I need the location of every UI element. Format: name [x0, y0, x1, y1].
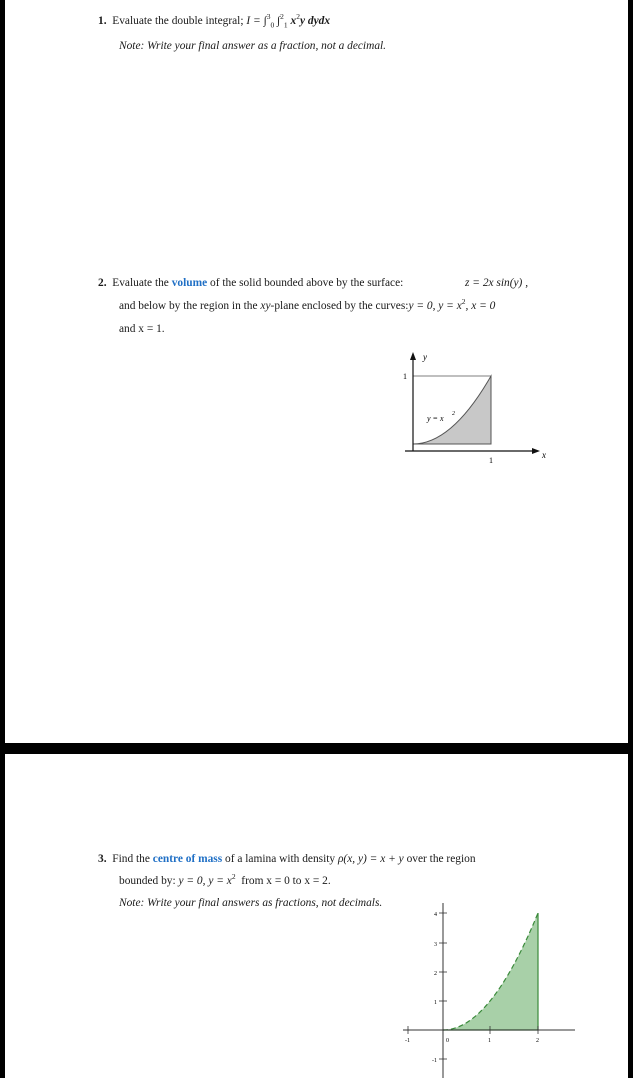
question-2-number: 2. [98, 277, 107, 289]
y-axis-label: y [423, 352, 427, 362]
region-exponent: 2 [231, 872, 236, 882]
region-equation: y = 0, y = x [178, 875, 232, 887]
curves-equation: y = 0, y = x [408, 300, 462, 312]
question-3-line-1 [98, 852, 476, 866]
integral-sign-inner: ∫ [277, 15, 281, 27]
question-3-text-a: Find the [112, 853, 150, 865]
x-tick-label-1: 1 [488, 1038, 491, 1044]
x-axis-label: x [542, 450, 546, 460]
region-figure [400, 348, 560, 468]
surface-equation: z = 2x sin(y) , [465, 277, 529, 289]
shaded-region [413, 376, 491, 444]
y-tick-label-1: 1 [434, 1000, 437, 1006]
integrand: x [290, 15, 297, 27]
volume-highlight: volume [171, 277, 208, 289]
x-tick-label-2: 2 [536, 1038, 539, 1044]
question-3-line2-a: bounded by: [119, 875, 176, 887]
question-3-text-b: of a lamina with density [225, 853, 336, 865]
page-1 [5, 0, 628, 743]
y-axis-arrow [410, 352, 416, 360]
question-3-text-c: over the region [406, 853, 476, 865]
question-1-line-1 [98, 14, 330, 28]
y-tick-label-2: 2 [434, 971, 437, 977]
integral-lhs: I = [246, 15, 261, 27]
x-tick-label-0: 0 [446, 1038, 449, 1044]
question-2-text-a: Evaluate the [112, 277, 169, 289]
density-function: ρ(x, y) = x + y [337, 853, 404, 865]
curve-label-exponent: 2 [452, 411, 455, 417]
question-2-text-b: of the solid bounded above by the surface: [210, 277, 404, 289]
question-3-line2-b: from x = 0 to x = 2. [241, 875, 331, 887]
question-3-note: Note: Write your final answers as fractions, not decimals. [119, 897, 383, 909]
question-2-line2-b: -plane enclosed by the curves: [270, 300, 409, 312]
y-tick-label-neg1: -1 [432, 1058, 437, 1064]
question-1-number: 1. [98, 15, 107, 27]
question-1-text: Evaluate the double integral; [112, 15, 244, 27]
inner-upper-limit: 2 [280, 12, 284, 22]
y-tick-label-4: 4 [434, 912, 437, 918]
integrand-exponent: 2 [296, 12, 300, 22]
outer-upper-limit: 3 [266, 12, 271, 22]
integral-sign-outer: ∫ [263, 15, 267, 27]
question-2-line-3: and x = 1. [119, 323, 165, 335]
question-1-note: Note: Write your final answer as a fraction, not a decimal. [119, 40, 387, 52]
question-3-line-2 [119, 874, 331, 888]
question-3-number: 3. [98, 853, 107, 865]
curves-exponent: 2 [461, 297, 466, 307]
y-tick-label-3: 3 [434, 942, 437, 948]
centre-of-mass-highlight: centre of mass [152, 853, 223, 865]
lamina-figure [395, 899, 580, 1078]
question-2-line-1 [98, 276, 403, 290]
page-2 [5, 754, 628, 1078]
y-tick-label: 1 [403, 372, 407, 381]
x-tick-label-neg1: -1 [405, 1038, 410, 1044]
curves-end: , x = 0 [465, 300, 496, 312]
integrand-rest: y dydx [299, 15, 331, 27]
inner-lower-limit: 1 [283, 20, 288, 30]
x-tick-label: 1 [489, 456, 493, 465]
curve-label: y = x [427, 414, 444, 423]
x-axis-arrow [532, 448, 540, 454]
lamina-region [443, 913, 538, 1030]
question-2-line2-a: and below by the region in the [119, 300, 258, 312]
xy-plane-label: xy [260, 300, 271, 312]
question-2-line-2 [119, 299, 495, 313]
outer-lower-limit: 0 [270, 20, 275, 30]
